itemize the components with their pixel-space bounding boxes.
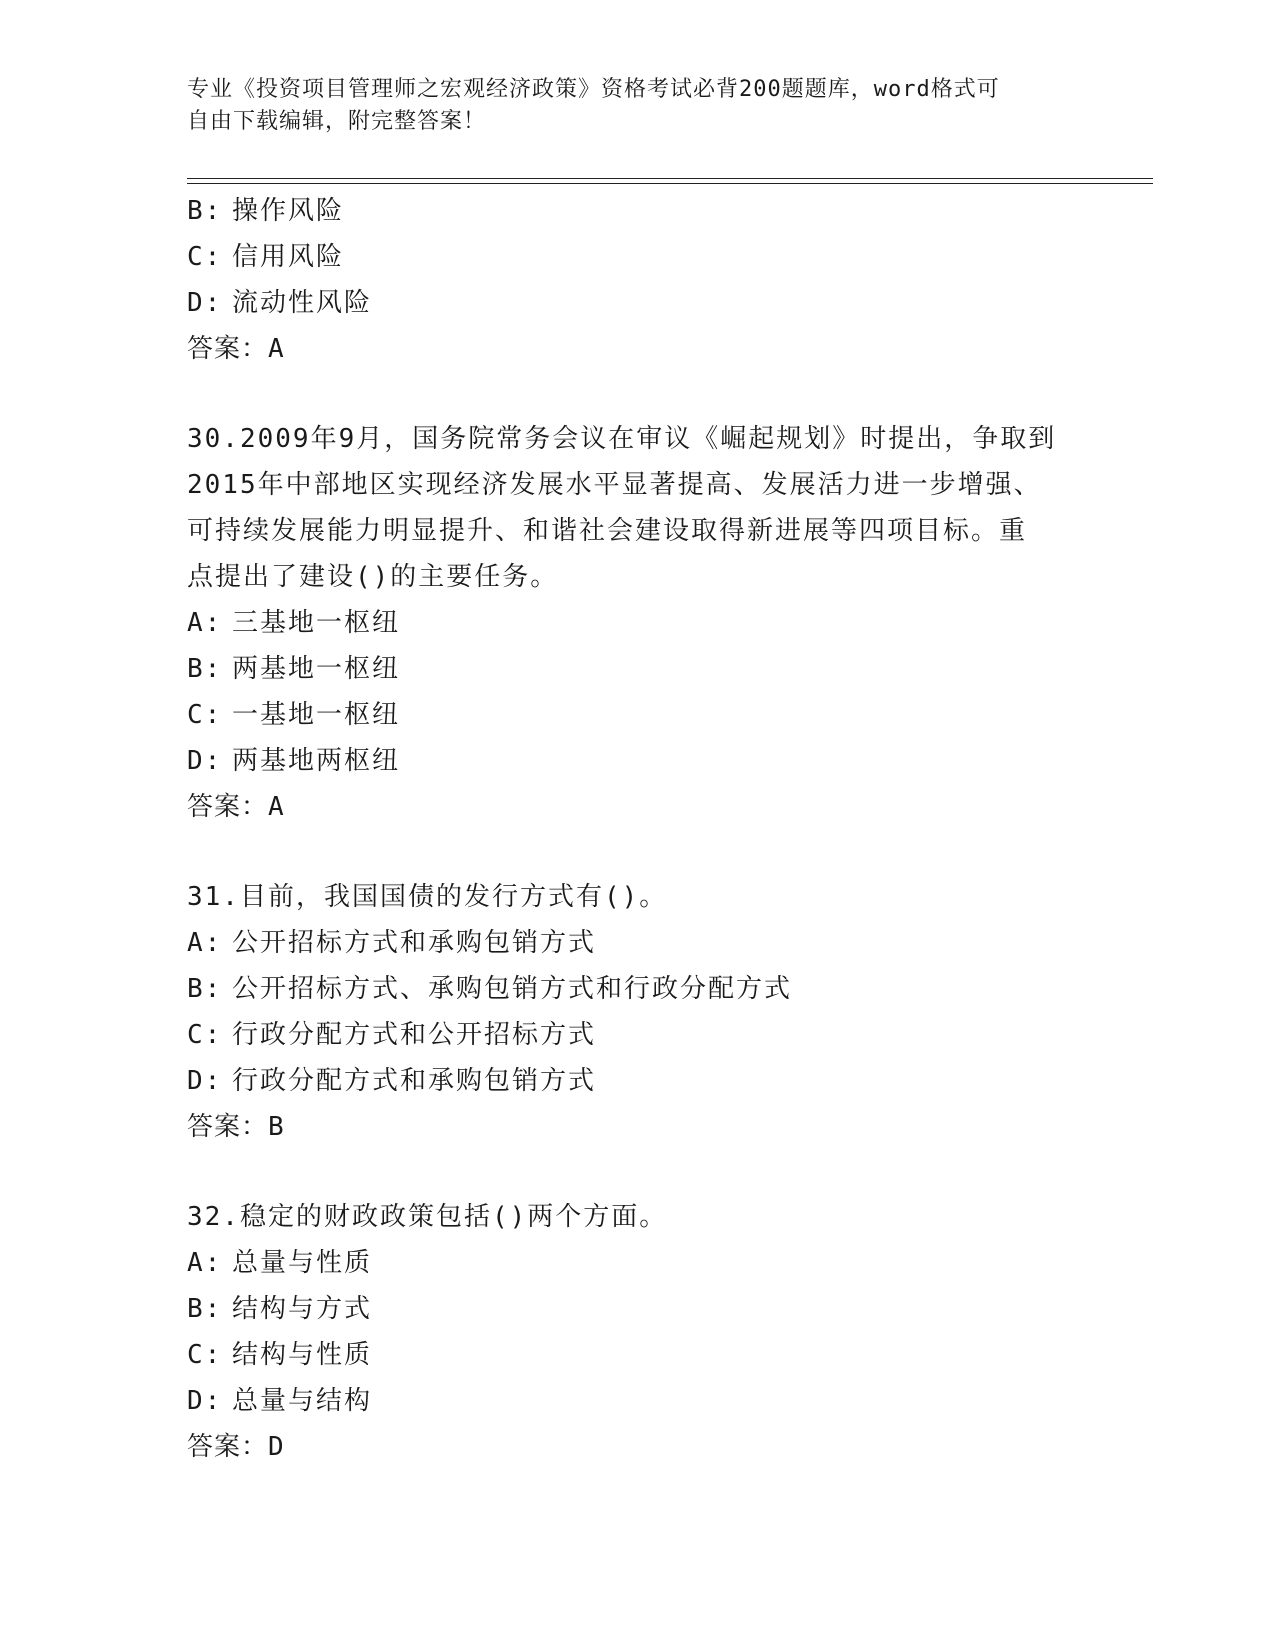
option-a: A: 总量与性质 bbox=[187, 1248, 373, 1278]
option-a: A: 公开招标方式和承购包销方式 bbox=[187, 928, 597, 958]
option-b: B: 公开招标方式、承购包销方式和行政分配方式 bbox=[187, 974, 793, 1004]
answer-line: 答案：D bbox=[187, 1432, 285, 1462]
header-divider-bottom bbox=[187, 183, 1153, 184]
question-text-line: 2015年中部地区实现经济发展水平显著提高、发展活力进一步增强、 bbox=[187, 470, 1042, 500]
option-c: C: 结构与性质 bbox=[187, 1340, 373, 1370]
option-b: B: 操作风险 bbox=[187, 196, 345, 226]
question-text-line: 30.2009年9月，国务院常务会议在审议《崛起规划》时提出，争取到 bbox=[187, 424, 1057, 454]
option-b: B: 结构与方式 bbox=[187, 1294, 373, 1324]
option-c: C: 一基地一枢纽 bbox=[187, 700, 401, 730]
question-30 bbox=[187, 416, 1087, 830]
question-text-line: 可持续发展能力明显提升、和谐社会建设取得新进展等四项目标。重 bbox=[187, 516, 1028, 546]
answer-line: 答案：A bbox=[187, 334, 285, 364]
question-29-tail bbox=[187, 188, 1087, 372]
option-d: D: 两基地两枢纽 bbox=[187, 746, 401, 776]
question-32 bbox=[187, 1194, 1087, 1470]
option-a: A: 三基地一枢纽 bbox=[187, 608, 401, 638]
option-d: D: 行政分配方式和承购包销方式 bbox=[187, 1066, 597, 1096]
option-d: D: 流动性风险 bbox=[187, 288, 373, 318]
option-b: B: 两基地一枢纽 bbox=[187, 654, 401, 684]
option-d: D: 总量与结构 bbox=[187, 1386, 373, 1416]
question-31 bbox=[187, 874, 1087, 1150]
question-list bbox=[187, 188, 1087, 1470]
question-text-line: 点提出了建设()的主要任务。 bbox=[187, 562, 559, 592]
document-header bbox=[187, 74, 1087, 138]
option-c: C: 行政分配方式和公开招标方式 bbox=[187, 1020, 597, 1050]
answer-line: 答案：B bbox=[187, 1112, 285, 1142]
header-line-2: 自由下载编辑，附完整答案！ bbox=[187, 109, 487, 134]
header-divider-top bbox=[187, 178, 1153, 179]
question-text-line: 32.稳定的财政政策包括()两个方面。 bbox=[187, 1202, 668, 1232]
option-c: C: 信用风险 bbox=[187, 242, 345, 272]
answer-line: 答案：A bbox=[187, 792, 285, 822]
header-line-1: 专业《投资项目管理师之宏观经济政策》资格考试必背200题题库，word格式可 bbox=[187, 77, 1000, 102]
question-text-line: 31.目前，我国国债的发行方式有()。 bbox=[187, 882, 668, 912]
